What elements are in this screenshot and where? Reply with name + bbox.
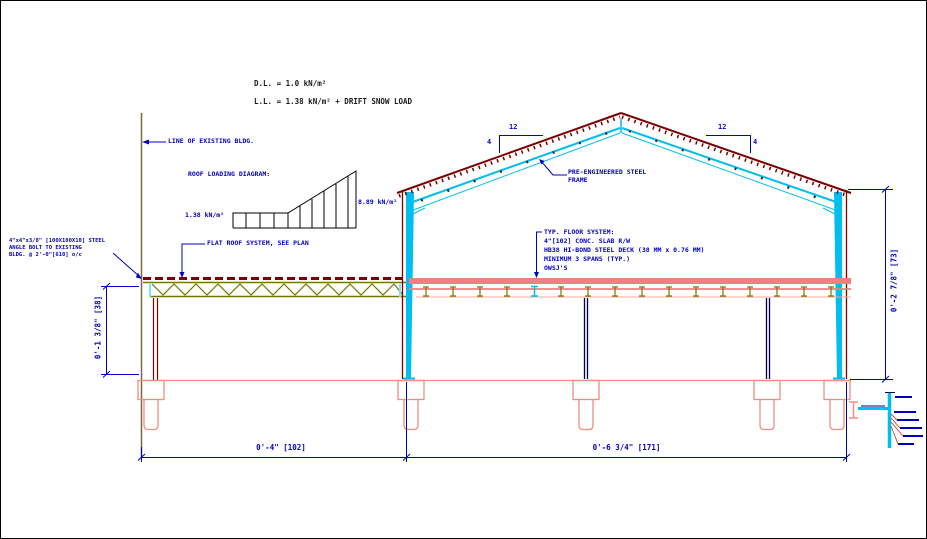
- floor-note-line4: MINIMUM 3 SPANS (TYP.): [544, 255, 631, 263]
- roof-loading-title: ROOF LOADING DIAGRAM:: [188, 170, 271, 178]
- floor-note-line1: TYP. FLOOR SYSTEM:: [544, 228, 615, 236]
- angle-note-line1: 4"x4"x3/8" [100X100X10] STEEL: [9, 238, 106, 244]
- wall-lines: [403, 190, 847, 379]
- live-load-note: L.L. = 1.38 kN/m² + DRIFT SNOW LOAD: [254, 97, 413, 106]
- dimension-bottom-left: 0'-4" [102]: [256, 443, 306, 452]
- section-linework: [1, 1, 926, 538]
- slope-run-left: 12: [509, 123, 518, 131]
- existing-wall-below: [154, 298, 158, 380]
- pre-engineered-label-line1: PRE-ENGINEERED STEEL: [568, 168, 647, 176]
- base-connection-detail: [849, 393, 923, 449]
- line-of-existing-label: LINE OF EXISTING BLDG.: [168, 137, 255, 145]
- concrete-slab: [409, 278, 851, 284]
- pre-engineered-label-line2: FRAME: [568, 176, 588, 184]
- basement-columns: [585, 298, 770, 379]
- dead-load-note: D.L. = 1.0 kN/m²: [254, 79, 327, 88]
- steel-column-left: [406, 192, 414, 379]
- slope-rise-left: 4: [487, 138, 492, 146]
- foundations: [138, 381, 851, 430]
- steel-column-right: [834, 192, 842, 379]
- flat-roof-label: FLAT ROOF SYSTEM, SEE PLAN: [207, 239, 309, 247]
- angle-note-line2: ANGLE BOLT TO EXISTING: [9, 245, 82, 251]
- flat-roof-truss: [143, 283, 411, 297]
- floor-note-line5: OWSJ'S: [544, 264, 568, 272]
- slope-run-right: 12: [718, 123, 727, 131]
- highlighted-joist: [531, 287, 538, 297]
- roof-loading-diagram-shape: [233, 171, 356, 228]
- dimension-right-height: 0'-2 7/8" [73]: [889, 248, 899, 313]
- leader-arrowheads: [136, 137, 545, 280]
- dimension-left-height: 0'-1 3/8" [38]: [93, 295, 103, 360]
- leader-lines: [113, 136, 751, 278]
- dimension-bottom-right: 0'-6 3/4" [171]: [592, 443, 661, 452]
- uniform-load-label: 1.38 kN/m²: [185, 211, 225, 219]
- slope-rise-right: 4: [753, 138, 758, 146]
- angle-note-line3: BLDG. @ 2'-0"[610] o/c: [9, 252, 82, 258]
- floor-note-line2: 4"[102] CONC. SLAB R/W: [544, 237, 631, 245]
- peak-load-label: 8.89 kN/m²: [358, 198, 398, 206]
- floor-note-line3: HB38 HI-BOND STEEL DECK (38 MM x 0.76 MM): [544, 246, 705, 254]
